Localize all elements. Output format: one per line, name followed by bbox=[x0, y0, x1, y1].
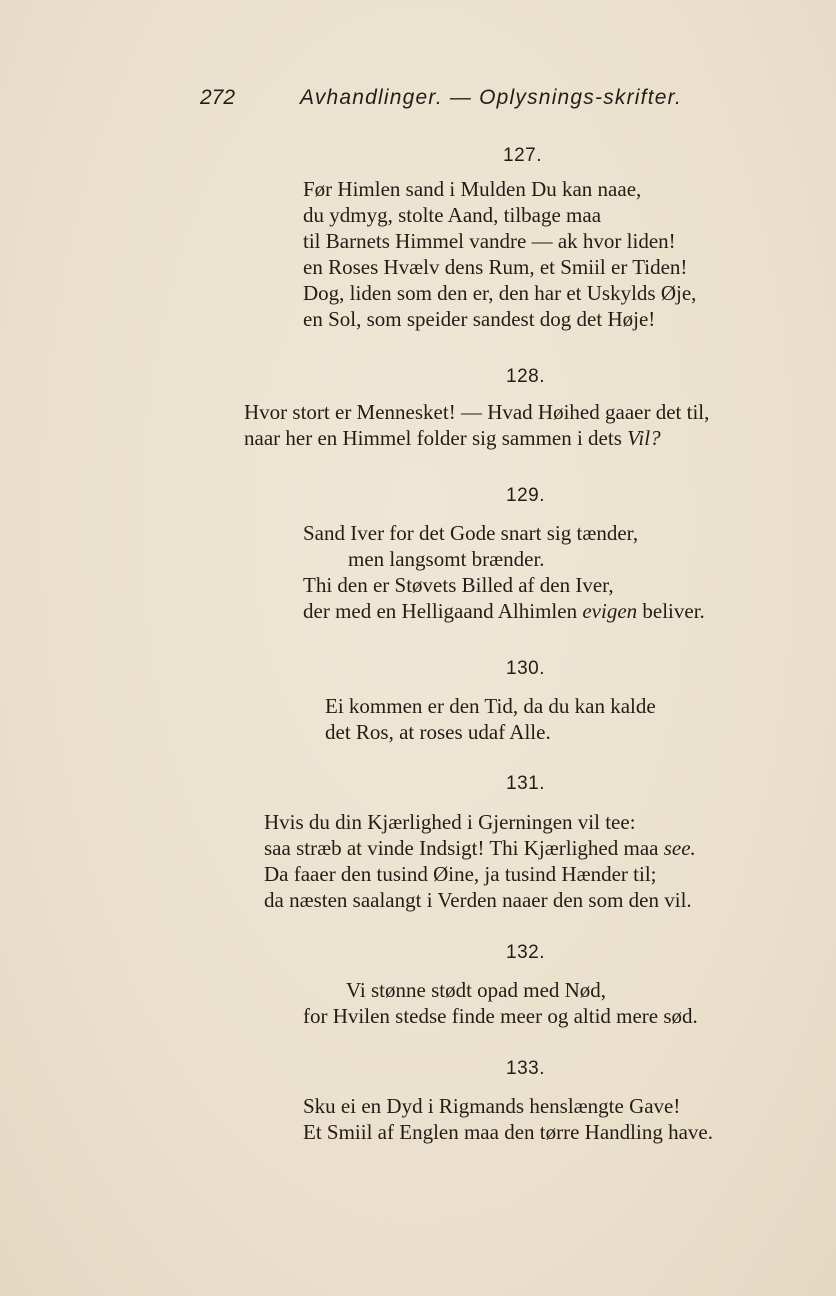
running-title: Avhandlinger. — Oplysnings-skrifter. bbox=[300, 86, 683, 109]
verse-text: beliver. bbox=[642, 599, 705, 623]
verse-line: Før Himlen sand i Mulden Du kan naae, bbox=[303, 177, 642, 201]
verse-line: Hvis du din Kjærlighed i Gjerningen vil tee: bbox=[264, 810, 636, 834]
verse-line: Da faaer den tusind Øine, ja tusind Hænder til; bbox=[264, 862, 657, 886]
verse-line: Vi stønne stødt opad med Nød, bbox=[346, 978, 607, 1002]
verse-text: der med en Helligaand Alhimlen bbox=[303, 599, 578, 623]
verse-line: til Barnets Himmel vandre — ak hvor liden! bbox=[303, 229, 676, 253]
verse-line: Sand Iver for det Gode snart sig tænder, bbox=[303, 521, 639, 545]
verse-line: du ydmyg, stolte Aand, tilbage maa bbox=[303, 203, 602, 227]
verse-line: Et Smiil af Englen maa den tørre Handling have. bbox=[303, 1120, 713, 1144]
verse-line: det Ros, at roses udaf Alle. bbox=[325, 720, 551, 744]
verse-line: en Sol, som speider sandest dog det Høje! bbox=[303, 307, 656, 331]
verse-emphasis: see. bbox=[663, 836, 696, 860]
section-number-128: 128. bbox=[506, 366, 545, 387]
verse-line: da næsten saalangt i Verden naaer den som den vil. bbox=[264, 888, 692, 912]
section-number-129: 129. bbox=[506, 485, 545, 506]
verse-line: for Hvilen stedse finde meer og altid mere sød. bbox=[303, 1004, 698, 1028]
section-number-127: 127. bbox=[503, 145, 542, 166]
verse-emphasis: evigen bbox=[582, 599, 638, 623]
verse-line: Ei kommen er den Tid, da du kan kalde bbox=[325, 694, 656, 718]
verse-text: saa stræb at vinde Indsigt! Thi Kjærlighed maa bbox=[264, 836, 659, 860]
verse-line: Hvor stort er Mennesket! — Hvad Høihed gaaer det til, bbox=[244, 400, 710, 424]
verse-line bbox=[264, 835, 696, 861]
verse-emphasis: Vil? bbox=[627, 426, 661, 450]
verse-line: en Roses Hvælv dens Rum, et Smiil er Tiden! bbox=[303, 255, 688, 279]
verse-line: Thi den er Støvets Billed af den Iver, bbox=[303, 573, 614, 597]
verse-line bbox=[303, 598, 705, 624]
page-number: 272 bbox=[200, 86, 236, 109]
verse-line: Sku ei en Dyd i Rigmands henslængte Gave! bbox=[303, 1094, 681, 1118]
verse-line: men langsomt brænder. bbox=[348, 547, 545, 571]
section-number-130: 130. bbox=[506, 658, 545, 679]
section-number-131: 131. bbox=[506, 773, 545, 794]
section-number-133: 133. bbox=[506, 1058, 545, 1079]
verse-line: Dog, liden som den er, den har et Uskylds Øje, bbox=[303, 281, 697, 305]
verse-text: naar her en Himmel folder sig sammen i dets bbox=[244, 426, 622, 450]
section-number-132: 132. bbox=[506, 942, 545, 963]
verse-line bbox=[244, 425, 661, 451]
running-head bbox=[200, 86, 760, 120]
